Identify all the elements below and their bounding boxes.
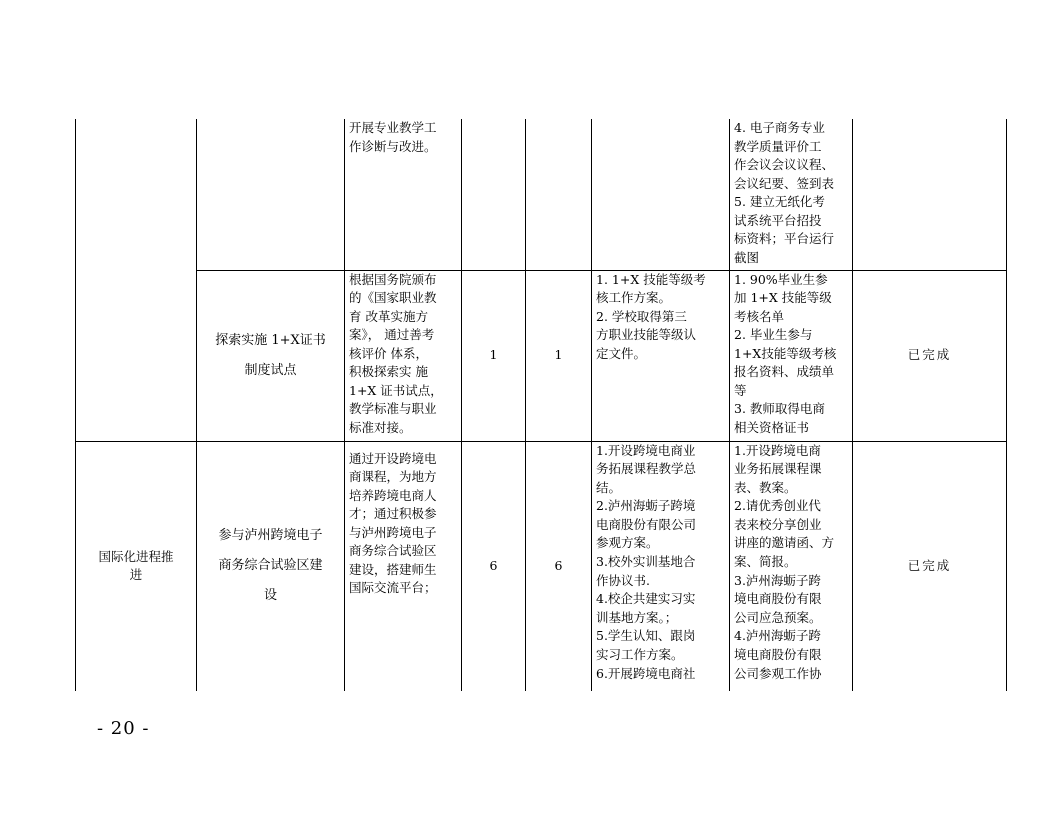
page-number: - 20 -: [97, 718, 150, 739]
target-value: 6: [489, 558, 498, 573]
content-text: 开展专业教学工 作诊断与改进。: [349, 120, 437, 154]
plan-text: 1. 1+X 技能等级考 核工作方案。 2. 学校取得第三 方职业技能等级认 定文件。: [596, 271, 706, 361]
content-cell: [345, 119, 462, 270]
completed-cell: [526, 119, 592, 270]
status-text: 已完成: [907, 558, 952, 573]
status-cell: [853, 441, 1007, 691]
content-cell: [345, 441, 462, 691]
evidence-text: 1.开设跨境电商 业务拓展课程课 表、教案。 2.请优秀创业代 表来校分享创业 讲座的邀请函、方 案、简报。 3.泸州海蛎子跨 境电商股份有限 公司应急预案。 4.泸州海蛎子跨 境电商股份有限 公司参观工作协: [734, 442, 835, 681]
content-cell: [345, 270, 462, 441]
status-cell: [853, 119, 1007, 270]
plan-cell: [592, 441, 730, 691]
item-text: 参与泸州跨境电子 商务综合试验区建 设: [218, 528, 323, 604]
table-row: [76, 119, 1007, 270]
status-text: 已完成: [907, 347, 952, 363]
plan-cell: [592, 270, 730, 441]
target-value: 1: [489, 347, 498, 363]
category-cell: [76, 119, 197, 441]
item-cell: [197, 119, 345, 270]
content-text: 通过开设跨境电 商课程，为地方 培养跨境电商人 才；通过积极参 与泸州跨境电子 商务综合试验区 建设，搭建师生 国际交流平台；: [349, 450, 437, 595]
table-row: [76, 270, 1007, 441]
content-text: 根据国务院颁布 的《国家职业教 育 改革实施方 案》， 通过善考 核评价 体系， 积极探索实 施 1+X 证书试点， 教学标准与职业 标准对接。: [349, 271, 443, 435]
evidence-cell: [730, 270, 853, 441]
evidence-text: 1. 90%毕业生参 加 1+X 技能等级 考核名单 2. 毕业生参与 1+X技能等级考核 报名资料、成绩单 等 3. 教师取得电商 相关资格证书: [734, 271, 837, 435]
target-cell: [462, 441, 526, 691]
item-cell: [197, 270, 345, 441]
plan-text: 1.开设跨境电商业 务拓展课程教学总 结。 2.泸州海蛎子跨境 电商股份有限公司 参观方案。 3.校外实训基地合 作协议书. 4.校企共建实习实 训基地方案。； 5.学生认知、跟岗 实习工作方案。 6.开展跨境电商社: [596, 442, 697, 681]
target-cell: [462, 270, 526, 441]
completed-cell: [526, 270, 592, 441]
category-text: 国际化进程推 进: [98, 548, 174, 583]
plan-cell: [592, 119, 730, 270]
item-cell: [197, 441, 345, 691]
table-row: [76, 441, 1007, 691]
completed-cell: [526, 441, 592, 691]
progress-table: [75, 119, 1007, 691]
status-cell: [853, 270, 1007, 441]
evidence-cell: [730, 119, 853, 270]
category-cell: [76, 441, 197, 691]
completed-value: 1: [554, 347, 563, 363]
completed-value: 6: [554, 558, 563, 573]
target-cell: [462, 119, 526, 270]
item-text: 探索实施 1+X证书 制度试点: [215, 332, 326, 378]
evidence-text: 4. 电子商务专业 教学质量评价工 作会议会议议程、 会议纪要、签到表 5. 建立无纸化考 试系统平台招投 标资料；平台运行 截图: [734, 120, 835, 265]
evidence-cell: [730, 441, 853, 691]
